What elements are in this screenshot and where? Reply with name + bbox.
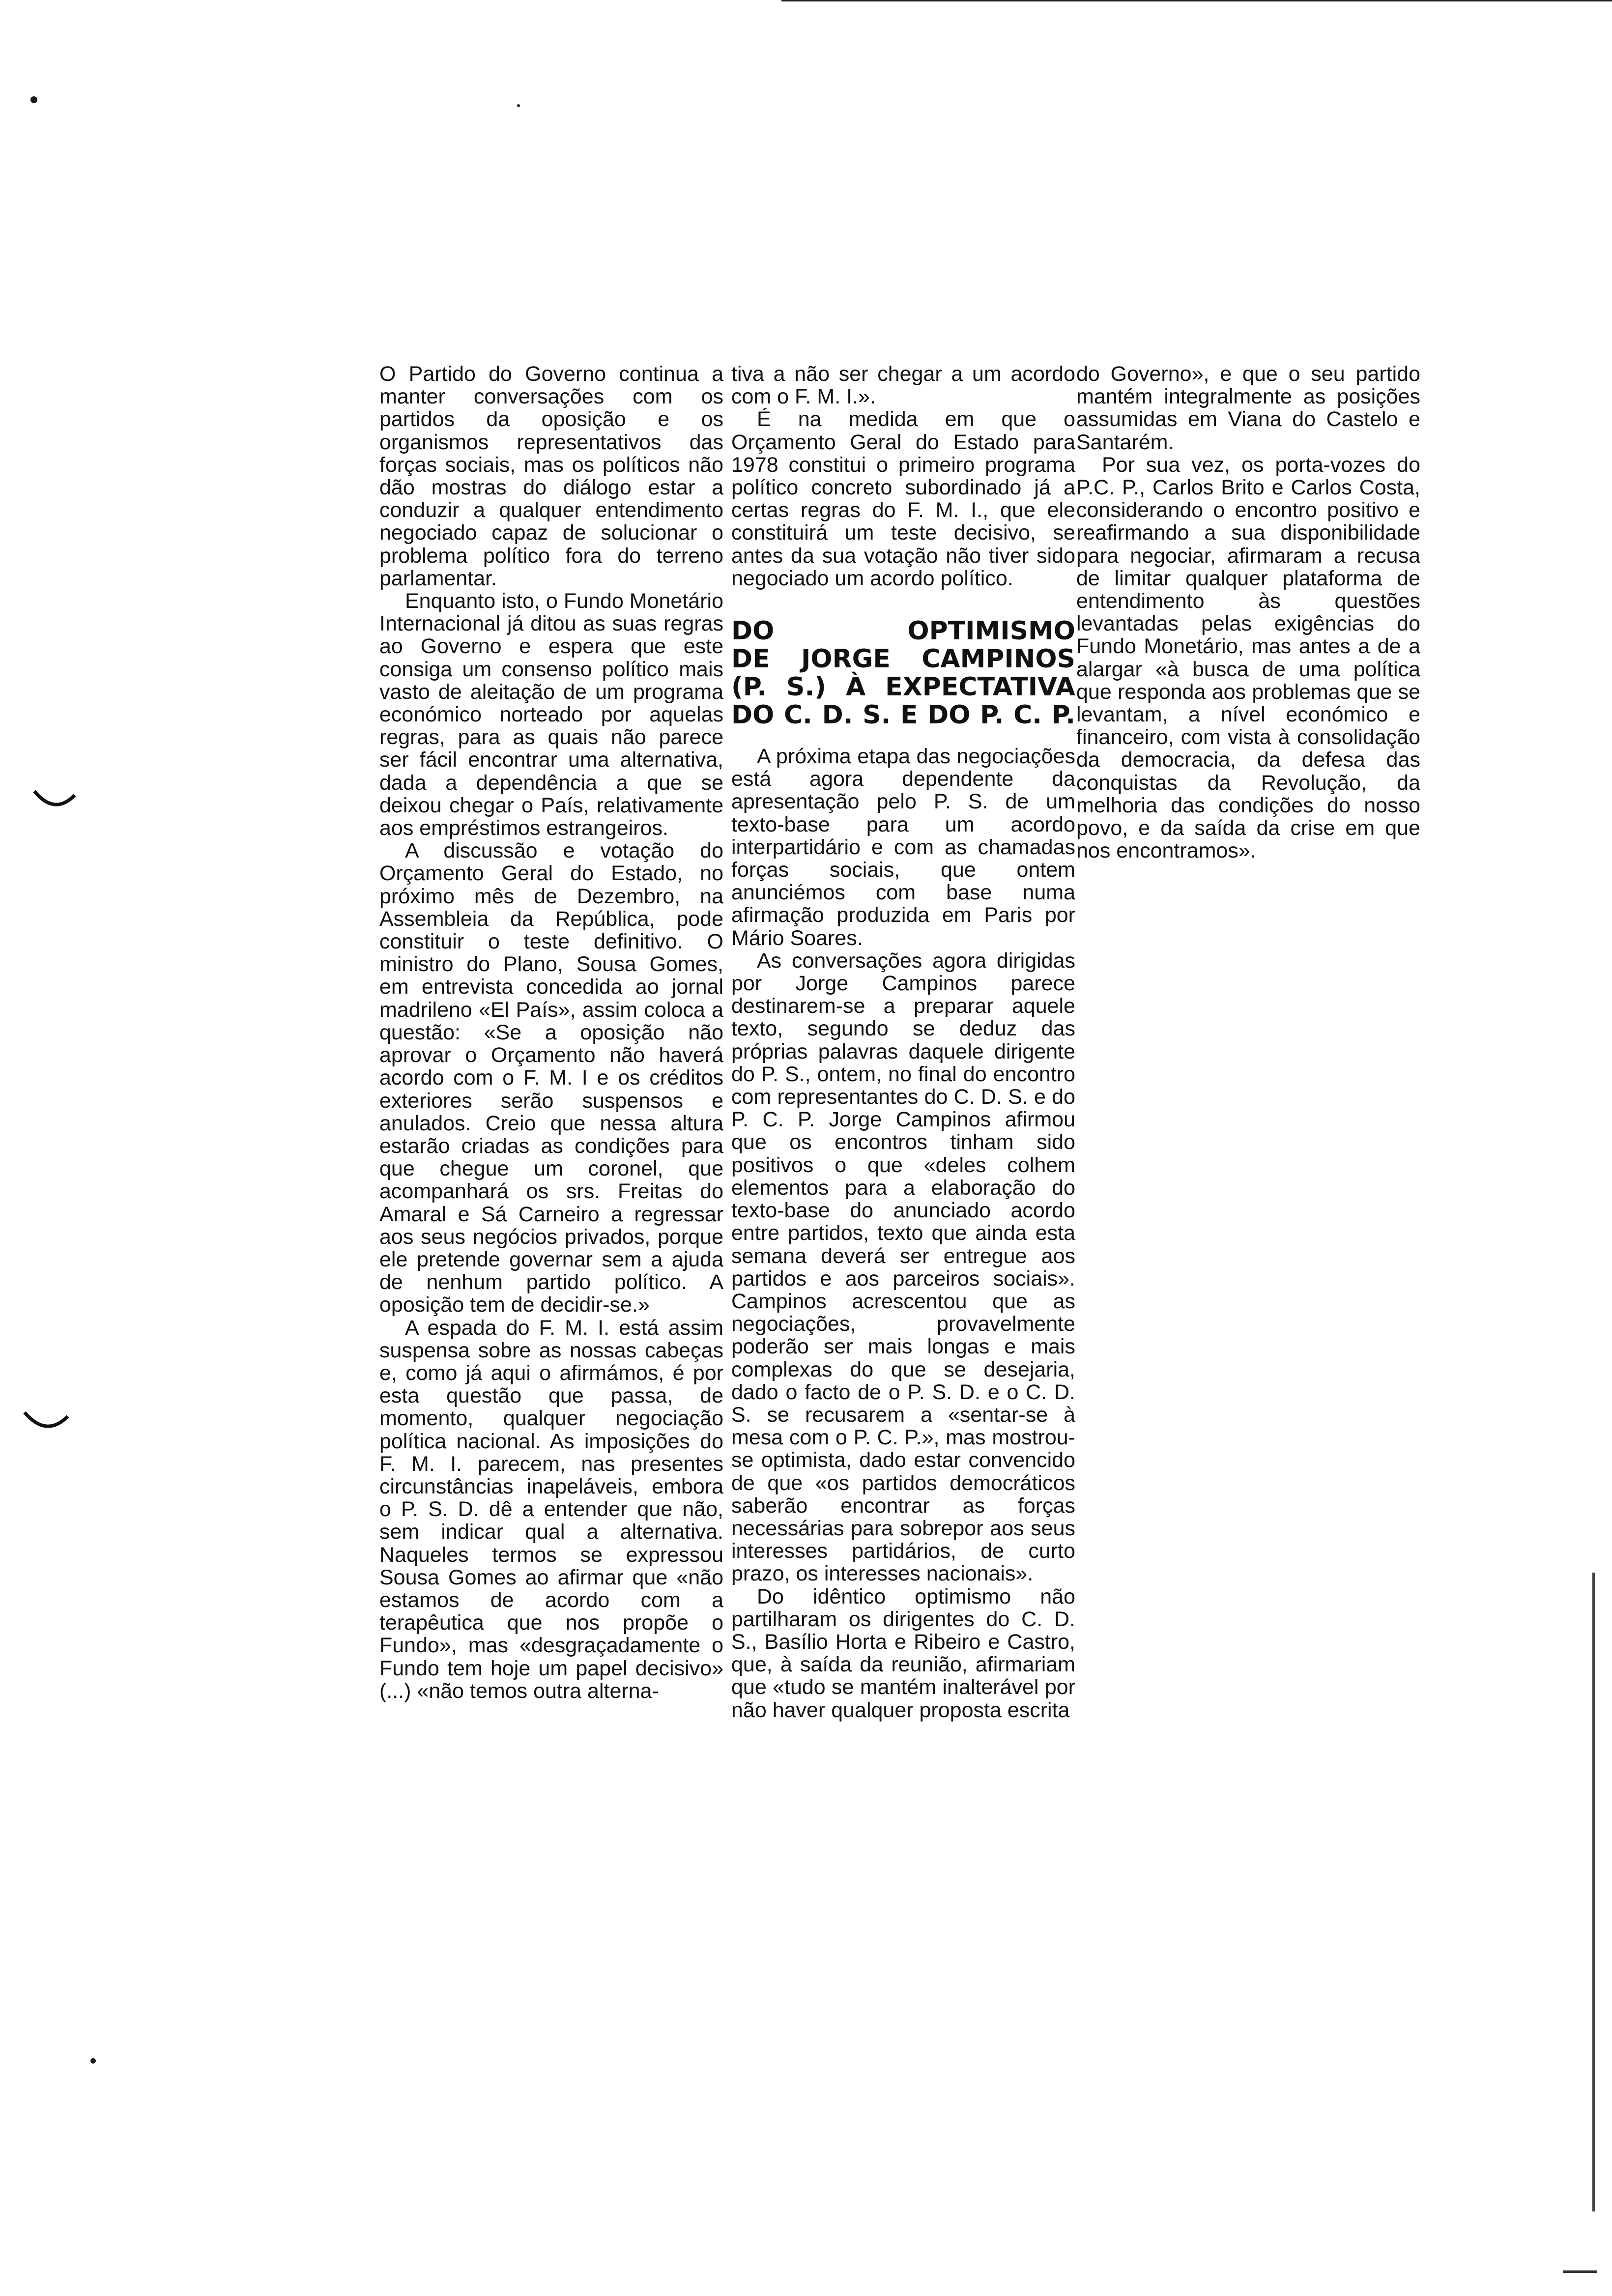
scan-punch-mark bbox=[32, 786, 77, 816]
article-column-2 bbox=[731, 363, 1075, 1722]
paragraph: tiva a não ser chegar a um acordo com o F. M. I.». bbox=[731, 362, 1075, 409]
paragraph: Do idêntico optimismo não partilharam os dirigentes do C. D. S., Basílio Horta e Ribeiro e Castro, que, à saída da reunião, afirmariam que «tudo se mantém inalterável por não haver qualquer proposta escrita bbox=[731, 1584, 1075, 1722]
scan-edge-line bbox=[781, 0, 1612, 1]
article-column-3 bbox=[1076, 363, 1420, 862]
paragraph: A discussão e votação do Orçamento Geral do Estado, no próximo mês de Dezembro, na Assembleia da República, pode constituir o teste definitivo. O ministro do Plano, Sousa Gomes, em entrevista concedida ao jornal madrileno «El País», assim coloca a questão: «Se a oposição não aprovar o Orçamento não haverá acordo com o F. M. I e os créditos exteriores serão suspensos e anulados. Creio que nessa altura estarão criadas as condições para que chegue um coronel, que acompanhará os srs. Freitas do Amaral e Sá Carneiro a regressar aos seus negócios privados, porque ele pretende governar sem a ajuda de nenhum partido político. A oposição tem de decidir-se.» bbox=[379, 839, 723, 1317]
headline-line: (P. S.) À EXPECTATIVA bbox=[731, 672, 1075, 702]
paragraph: do Governo», e que o seu partido mantém integralmente as posições assumidas em Viana do Castelo e Santarém. bbox=[1076, 362, 1420, 454]
scan-speck bbox=[1563, 2270, 1597, 2273]
paragraph: O Partido do Governo continua a manter conversações com os partidos da oposição e os organismos representativos das forças sociais, mas os políticos não dão mostras do diálogo estar a conduzir a qualquer entendimento negociado capaz de solucionar o problema político fora do terreno parlamentar. bbox=[379, 362, 723, 590]
paragraph: Por sua vez, os porta-vozes do P.C. P., Carlos Brito e Carlos Costa, considerando o encontro positivo e reafirmando a sua disponibilidade para negociar, afirmaram a recusa de limitar qualquer plataforma de entendimento às questões levantadas pelas exigências do Fundo Monetário, mas antes a de a alargar «à busca de uma política que responda aos problemas que se levantam, a nível económico e financeiro, com vista à consolidação da democracia, da defesa das conquistas da Revolução, da melhoria das condições do nosso povo, e da saída da crise em que nos encontramos». bbox=[1076, 453, 1420, 863]
paragraph: É na medida em que o Orçamento Geral do Estado para 1978 constitui o primeiro programa político concreto subordinado já a certas regras do F. M. I., que ele constituirá um teste decisivo, se antes da sua votação não tiver sido negociado um acordo político. bbox=[731, 407, 1075, 590]
paragraph: As conversações agora dirigidas por Jorge Campinos parece destinarem-se a preparar aquele texto, segundo se deduz das próprias palavras daquele dirigente do P. S., ontem, no final do encontro com representantes do C. D. S. e do P. C. P. Jorge Campinos afirmou que os encontros tinham sido positivos o que «deles colhem elementos para a elaboração do texto-base do anunciado acordo entre partidos, texto que ainda esta semana deverá ser entregue aos partidos e aos parceiros sociais». Campinos acrescentou que as negociações, provavelmente poderão ser mais longas e mais complexas do que se desejaria, dado o facto de o P. S. D. e o C. D. S. se recusarem a «sentar-se à mesa com o P. C. P.», mas mostrou-se optimista, dado estar convencido de que «os partidos democráticos saberão encontrar as forças necessárias para sobrepor aos seus interesses partidários, de curto prazo, os interesses nacionais». bbox=[731, 948, 1075, 1586]
scan-edge-line bbox=[1592, 1573, 1595, 2211]
paragraph: A espada do F. M. I. está assim suspensa sobre as nossas cabeças e, como já aqui o afirmámos, é por esta questão que passa, de momento, qualquer negociação política nacional. As imposições do F. M. I. parecem, nas presentes circunstâncias inapeláveis, embora o P. S. D. dê a entender que não, sem indicar qual a alternativa. Naqueles termos se expressou Sousa Gomes ao afirmar que «não estamos de acordo com a terapêutica que nos propõe o Fundo», mas «desgraçadamente o Fundo tem hoje um papel decisivo» (...) «não temos outra alterna- bbox=[379, 1316, 723, 1703]
paragraph: Enquanto isto, o Fundo Monetário Internacional já ditou as suas regras ao Governo e espera que este consiga um consenso político mais vasto de aleitação de um programa económico norteado por aquelas regras, para as quais não parece ser fácil encontrar uma alternativa, dada a dependência a que se deixou chegar o País, relativamente aos empréstimos estrangeiros. bbox=[379, 589, 723, 840]
headline-line: DO OPTIMISMO bbox=[731, 616, 1075, 646]
scan-speck bbox=[30, 96, 37, 103]
headline-line: DO C. D. S. E DO P. C. P. bbox=[731, 700, 1075, 730]
scan-punch-mark bbox=[22, 1406, 71, 1440]
scan-speck bbox=[517, 104, 520, 107]
headline-line: DE JORGE CAMPINOS bbox=[731, 644, 1075, 674]
scan-speck bbox=[90, 2058, 96, 2064]
paragraph: A próxima etapa das negociações está agora dependente da apresentação pelo P. S. de um texto-base para um acordo interpartidário e com as chamadas forças sociais, que ontem anunciémos com base numa afirmação produzida em Paris por Mário Soares. bbox=[731, 745, 1075, 950]
section-headline bbox=[731, 617, 1075, 729]
article-column-1 bbox=[379, 363, 723, 1702]
